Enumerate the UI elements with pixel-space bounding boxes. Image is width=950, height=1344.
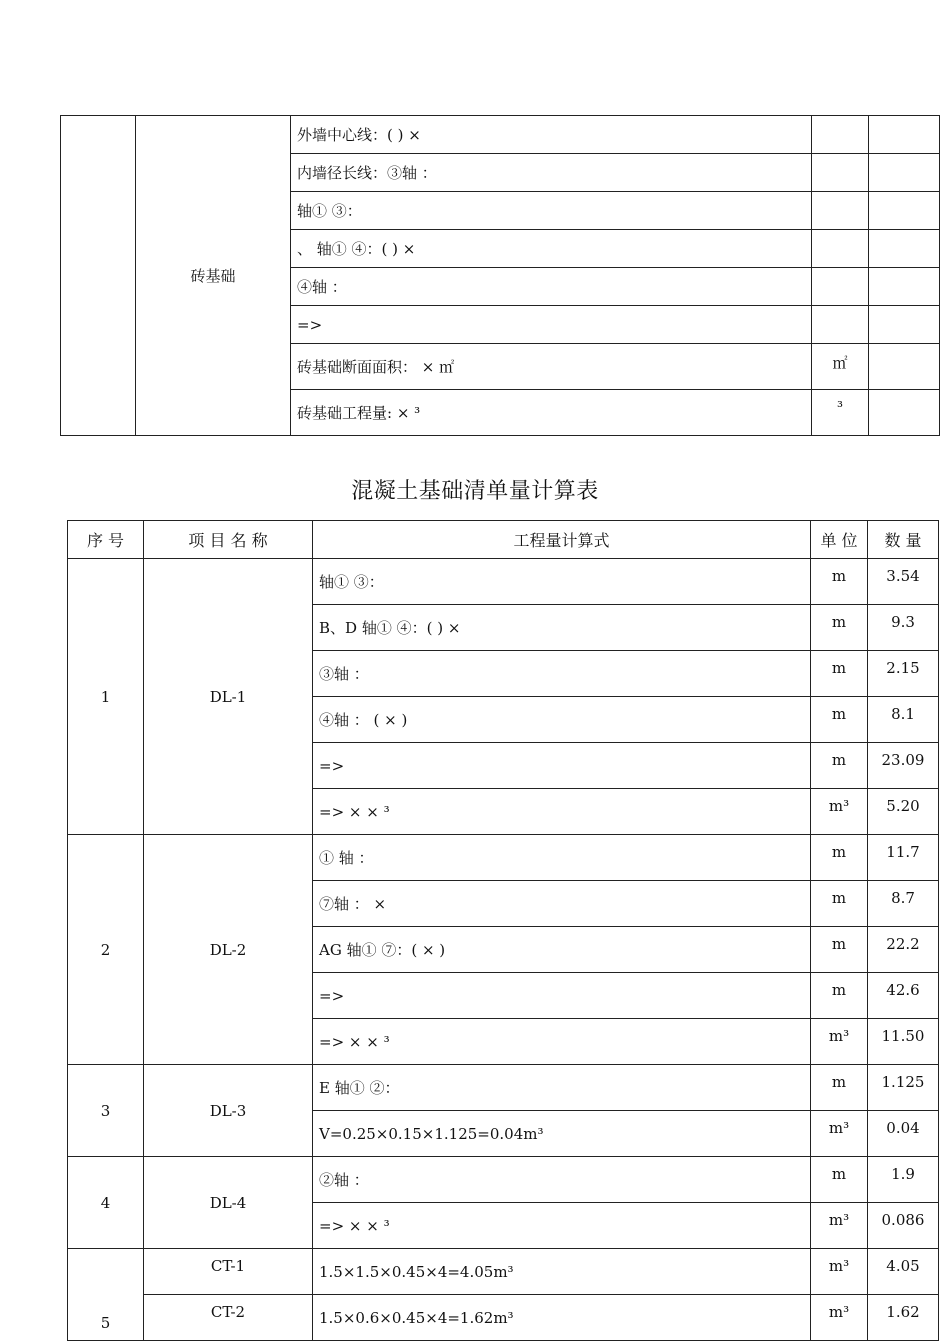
unit-cell: m — [811, 743, 868, 789]
formula-cell: => — [313, 743, 811, 789]
item-name-cell: CT-2 — [144, 1295, 313, 1341]
header-formula: 工程量计算式 — [313, 521, 811, 559]
qty-cell: 4.05 — [868, 1249, 939, 1295]
seq-cell: 1 — [68, 559, 144, 835]
formula-cell: 1.5×0.6×0.45×4=1.62m³ — [313, 1295, 811, 1341]
formula-cell: 砖基础断面面积： × ㎡ — [291, 344, 812, 390]
qty-cell: 11.7 — [868, 835, 939, 881]
concrete-foundation-table — [67, 520, 939, 1341]
qty-cell — [869, 192, 940, 230]
formula-cell: => × × ³ — [313, 1019, 811, 1065]
unit-cell: m³ — [811, 789, 868, 835]
qty-cell: 5.20 — [868, 789, 939, 835]
qty-cell — [869, 306, 940, 344]
unit-cell — [812, 268, 869, 306]
header-name: 项 目 名 称 — [144, 521, 313, 559]
formula-cell: ③轴 ： — [313, 651, 811, 697]
unit-cell — [812, 116, 869, 154]
qty-cell: 23.09 — [868, 743, 939, 789]
header-seq: 序 号 — [68, 521, 144, 559]
formula-cell: 轴① ③： — [313, 559, 811, 605]
formula-cell: V=0.25×0.15×1.125=0.04m³ — [313, 1111, 811, 1157]
header-row — [68, 521, 939, 559]
formula-cell: => × × ³ — [313, 789, 811, 835]
table-row — [68, 1065, 939, 1111]
unit-cell: m³ — [811, 1249, 868, 1295]
item-name-cell: CT-1 — [144, 1249, 313, 1295]
header-unit: 单 位 — [811, 521, 868, 559]
qty-cell — [869, 268, 940, 306]
qty-cell: 3.54 — [868, 559, 939, 605]
formula-cell: ④轴 ： — [291, 268, 812, 306]
unit-cell: m — [811, 697, 868, 743]
item-name-cell: DL-2 — [144, 835, 313, 1065]
qty-cell: 1.62 — [868, 1295, 939, 1341]
qty-cell: 2.15 — [868, 651, 939, 697]
table-row — [68, 1295, 939, 1341]
qty-cell — [869, 344, 940, 390]
qty-cell: 8.1 — [868, 697, 939, 743]
formula-cell: => — [313, 973, 811, 1019]
unit-cell: m³ — [811, 1203, 868, 1249]
formula-cell: AG 轴① ⑦：( × ) — [313, 927, 811, 973]
unit-cell: ³ — [812, 390, 869, 436]
unit-cell: m — [811, 559, 868, 605]
qty-cell: 42.6 — [868, 973, 939, 1019]
brick-foundation-table — [60, 115, 940, 436]
formula-cell: 内墙径长线：③轴 ： — [291, 154, 812, 192]
formula-cell: ⑦轴 ： × — [313, 881, 811, 927]
qty-cell: 22.2 — [868, 927, 939, 973]
qty-cell — [869, 116, 940, 154]
item-name-cell: DL-4 — [144, 1157, 313, 1249]
table-title: 混凝土基础清单量计算表 — [351, 479, 599, 504]
formula-cell: 、 轴① ④：( ) × — [291, 230, 812, 268]
unit-cell — [812, 306, 869, 344]
qty-cell: 11.50 — [868, 1019, 939, 1065]
seq-cell — [61, 116, 136, 436]
qty-cell: 1.125 — [868, 1065, 939, 1111]
unit-cell — [812, 154, 869, 192]
seq-cell: 2 — [68, 835, 144, 1065]
unit-cell: m — [811, 1065, 868, 1111]
formula-cell: => — [291, 306, 812, 344]
qty-cell: 0.04 — [868, 1111, 939, 1157]
table-row — [68, 835, 939, 881]
seq-cell: 4 — [68, 1157, 144, 1249]
unit-cell: m — [811, 927, 868, 973]
item-name-cell: 砖基础 — [136, 116, 291, 436]
unit-cell: ㎡ — [812, 344, 869, 390]
qty-cell: 1.9 — [868, 1157, 939, 1203]
qty-cell: 0.086 — [868, 1203, 939, 1249]
unit-cell: m — [811, 1157, 868, 1203]
formula-cell: ④轴 ： ( × ) — [313, 697, 811, 743]
formula-cell: B、D 轴① ④：( ) × — [313, 605, 811, 651]
seq-cell: 5 — [68, 1249, 144, 1341]
unit-cell: m — [811, 973, 868, 1019]
qty-cell — [869, 154, 940, 192]
seq-cell: 3 — [68, 1065, 144, 1157]
unit-cell — [812, 192, 869, 230]
unit-cell — [812, 230, 869, 268]
qty-cell: 9.3 — [868, 605, 939, 651]
unit-cell: m — [811, 605, 868, 651]
formula-cell: ②轴 ： — [313, 1157, 811, 1203]
item-name-cell: DL-3 — [144, 1065, 313, 1157]
unit-cell: m³ — [811, 1295, 868, 1341]
header-qty: 数 量 — [868, 521, 939, 559]
formula-cell: => × × ³ — [313, 1203, 811, 1249]
formula-cell: 1.5×1.5×0.45×4=4.05m³ — [313, 1249, 811, 1295]
formula-cell: 砖基础工程量: × ³ — [291, 390, 812, 436]
unit-cell: m — [811, 835, 868, 881]
unit-cell: m³ — [811, 1111, 868, 1157]
item-name-cell: DL-1 — [144, 559, 313, 835]
formula-cell: ① 轴 ： — [313, 835, 811, 881]
unit-cell: m — [811, 651, 868, 697]
qty-cell — [869, 390, 940, 436]
formula-cell: 轴① ③： — [291, 192, 812, 230]
formula-cell: E 轴① ②： — [313, 1065, 811, 1111]
qty-cell: 8.7 — [868, 881, 939, 927]
table-row — [68, 1249, 939, 1295]
table-row — [68, 559, 939, 605]
unit-cell: m³ — [811, 1019, 868, 1065]
qty-cell — [869, 230, 940, 268]
formula-cell: 外墙中心线：( ) × — [291, 116, 812, 154]
unit-cell: m — [811, 881, 868, 927]
table-row — [68, 1157, 939, 1203]
